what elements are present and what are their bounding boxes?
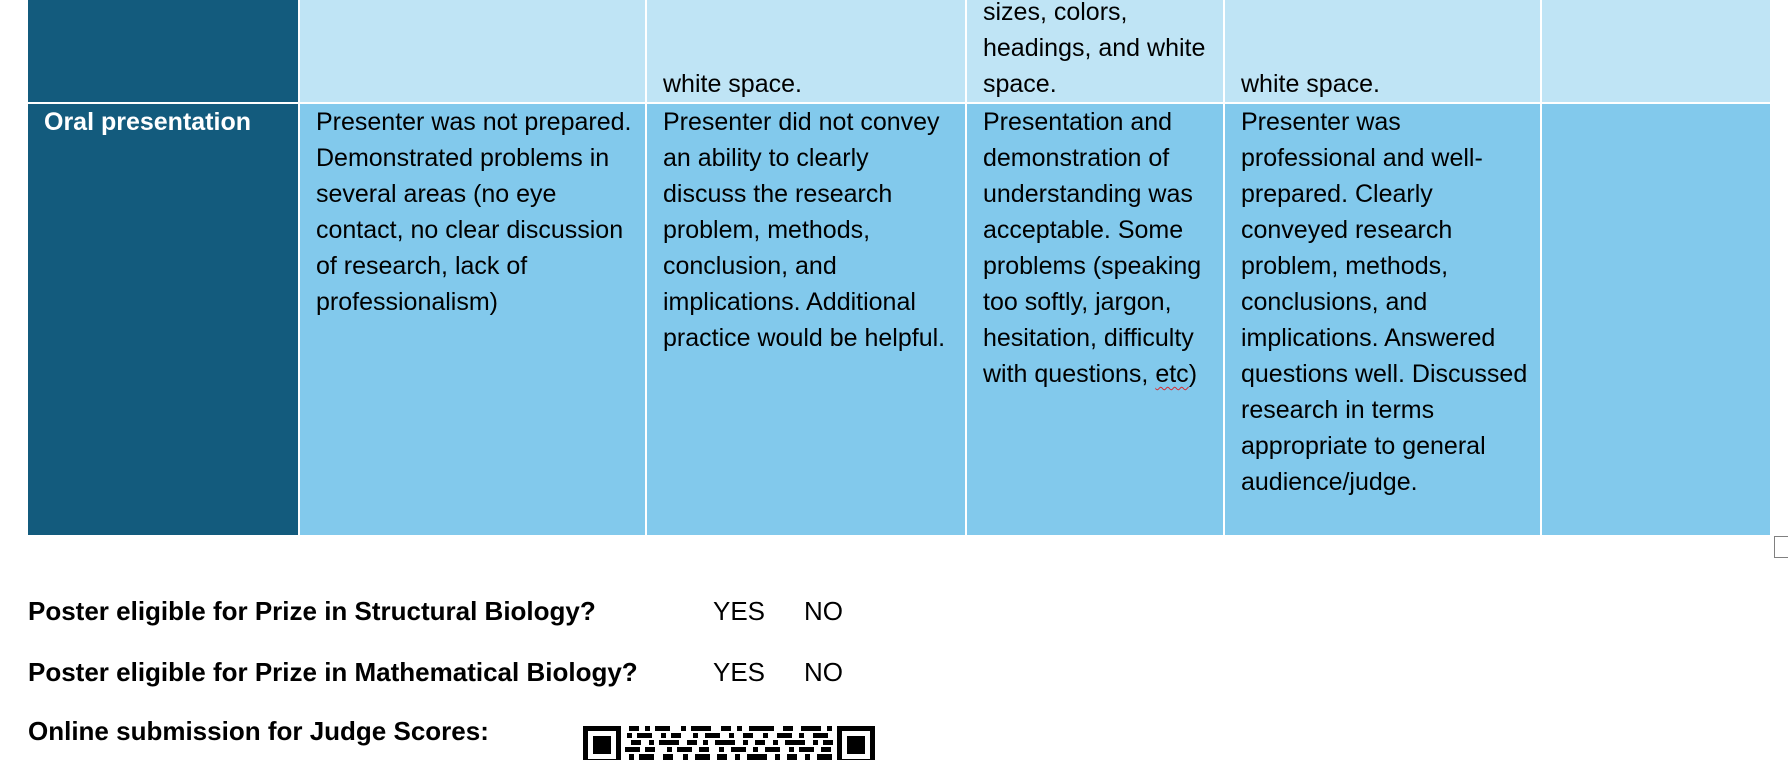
table-row-partial [28,0,1770,103]
mathematical-no-option[interactable]: NO [804,657,843,687]
mathematical-yes-option[interactable]: YES [713,657,766,687]
mathematical-biology-question: Poster eligible for Prize in Mathematical Biology? [28,657,638,687]
table-resize-handle-icon[interactable] [1774,536,1788,558]
rubric-cell: white space. [1224,0,1541,103]
rubric-cell [299,0,646,103]
rubric-cell: white space. [646,0,966,103]
rubric-cell-score-5 [1541,103,1770,536]
online-submission-label: Online submission for Judge Scores: [28,716,489,746]
rubric-cell-score-2: Presenter did not convey an ability to clearly discuss the research problem, methods, conclusion, and implications. Additional practice would be helpful. [646,103,966,536]
rubric-cell-score-4: Presenter was professional and well-prepared. Clearly conveyed research problem, methods, conclusions, and implications. Answered questions well. Discussed research in terms appropriate to general audience/judge. [1224,103,1541,536]
table-row-oral-presentation [28,103,1770,536]
rubric-cell [1541,0,1770,103]
structural-yes-option[interactable]: YES [713,596,766,626]
rubric-cell: sizes, colors, headings, and white space. [966,0,1224,103]
row-header-oral-presentation [28,103,299,536]
qr-code-icon[interactable] [583,724,875,760]
row-header-partial [28,0,299,103]
row-header-label: Oral presentation [44,108,251,136]
spelling-error-mark: etc [1155,360,1189,388]
rubric-cell-score-3: Presentation and demonstration of understanding was acceptable. Some problems (speaking too softly, jargon, hesitation, difficulty with questions, etc) [966,103,1224,536]
rubric-table [28,0,1770,537]
structural-biology-question: Poster eligible for Prize in Structural Biology? [28,596,596,626]
rubric-cell-score-1: Presenter was not prepared. Demonstrated problems in several areas (no eye contact, no clear discussion of research, lack of professionalism) [299,103,646,536]
structural-no-option[interactable]: NO [804,596,843,626]
